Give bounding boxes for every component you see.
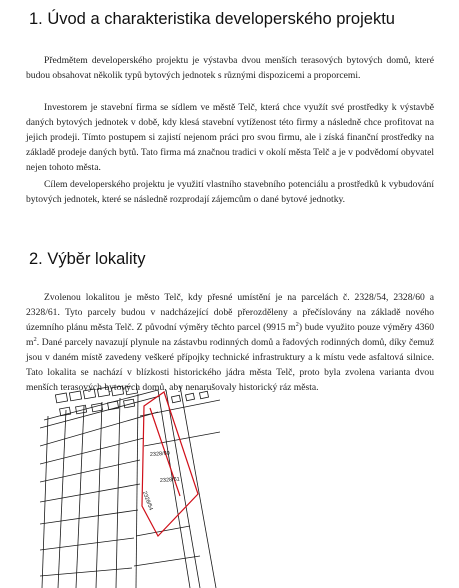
- cadastral-map: [40, 386, 220, 588]
- text-segment: Zvolenou lokalitou je město Telč, kdy přesné umístění je na parcelách č. 2328/54, 2328/60 a 2328/61. Tyto parcely budou v nadcházející době přerozděleny a přečíslovány na základě nového územního plánu města Telč. Z původní výměry těchto parcel (9915 m: [26, 292, 434, 333]
- section-1-paragraph-3: Cílem developerského projektu je využití vlastního stavebního potenciálu a prostředků k vybudování bytových jednotek, které se následně rozprodají zájemcům o dané bytové jednotky.: [26, 179, 434, 205]
- parcel-label-2328-54: 2328/54: [141, 490, 154, 512]
- superscript: 2: [295, 320, 299, 328]
- section-2-paragraph-1: [26, 290, 434, 395]
- superscript: 2: [33, 335, 37, 343]
- section-2-heading: 2. Výběr lokality: [29, 250, 146, 268]
- parcel-label-2328-61: 2328/61: [159, 476, 180, 484]
- text-segment: . Dané parcely navazují plynule na zástavbu rodinných domů a řadových rodinných domů, díky čemuž jsou v daném místě zavedeny veškeré přípojky technické infrastruktury a k místu vede asfaltová silnice. Tato lokalita se nachází v blízkosti historického jádra města Telč, proto byla zvolena varianta dvou menších terasových bytových domů, aby nenarušovaly historický ráz města.: [26, 337, 434, 393]
- section-1-paragraph-1: Předmětem developerského projektu je výstavba dvou menších terasových bytových domů, které budou obsahovat několik typů bytových jednotek s různými dispozicemi a proporcemi.: [26, 55, 434, 81]
- section-1-heading: 1. Úvod a charakteristika developerského projektu: [29, 10, 395, 28]
- map-lines: [40, 386, 220, 588]
- section-1-paragraph-2: Investorem je stavební firma se sídlem ve městě Telč, která chce využít své prostředky k výstavbě daných bytových jednotek v době, kdy klesá stavební vytíženost této firmy a následně chce profitovat na jejich prodeji. Tímto postupem si zajistí nejenom práci pro svou firmu, ale i získá finanční prostředky na základě prodeje daných bytů. Tato firma má značnou tradici v okolí města Telč a je v podvědomí obyvatel nejen tohoto města.: [26, 102, 434, 173]
- text-segment: ) bude využito pouze výměry 4360 m: [26, 322, 435, 348]
- parcel-label-2328-60: 2328/60: [149, 450, 170, 458]
